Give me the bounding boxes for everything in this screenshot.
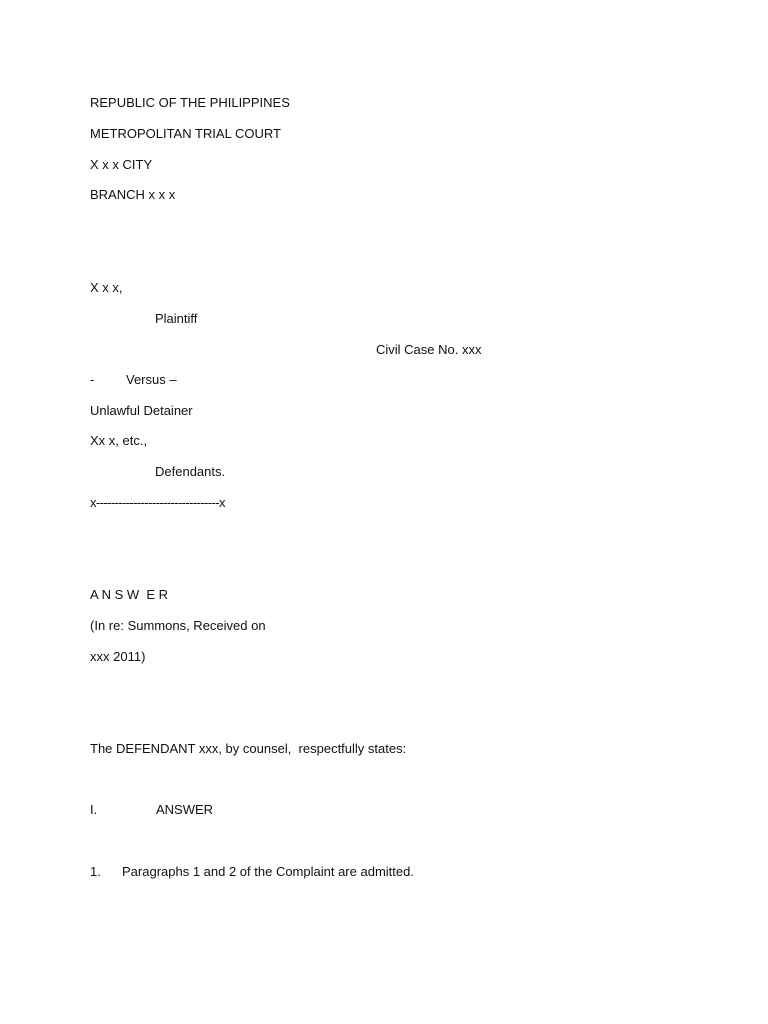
paragraph-text: Paragraphs 1 and 2 of the Complaint are admitted. <box>122 864 414 879</box>
city-line: X x x CITY <box>90 157 153 172</box>
section-number: I. <box>90 802 98 817</box>
paragraph-number: 1. <box>90 864 101 879</box>
case-number: Civil Case No. xxx <box>376 342 482 357</box>
document-title: A N S W E R <box>90 587 169 602</box>
intro-statement: The DEFENDANT xxx, by counsel, respectfully states: <box>90 741 407 756</box>
versus-label: Versus – <box>126 372 177 387</box>
republic-line: REPUBLIC OF THE PHILIPPINES <box>90 95 290 110</box>
section-title: ANSWER <box>156 802 214 817</box>
document-subtitle-line2: xxx 2011) <box>90 649 146 664</box>
defendant-name: Xx x, etc., <box>90 433 148 448</box>
defendant-role: Defendants. <box>155 464 226 479</box>
plaintiff-role: Plaintiff <box>155 311 198 326</box>
plaintiff-name: X x x, <box>90 280 123 295</box>
caption-separator: x---------------------------------x <box>90 495 225 510</box>
court-line: METROPOLITAN TRIAL COURT <box>90 126 281 141</box>
branch-line: BRANCH x x x <box>90 187 176 202</box>
case-type: Unlawful Detainer <box>90 403 193 418</box>
versus-dash: - <box>90 372 95 387</box>
document-subtitle-line1: (In re: Summons, Received on <box>90 618 266 633</box>
